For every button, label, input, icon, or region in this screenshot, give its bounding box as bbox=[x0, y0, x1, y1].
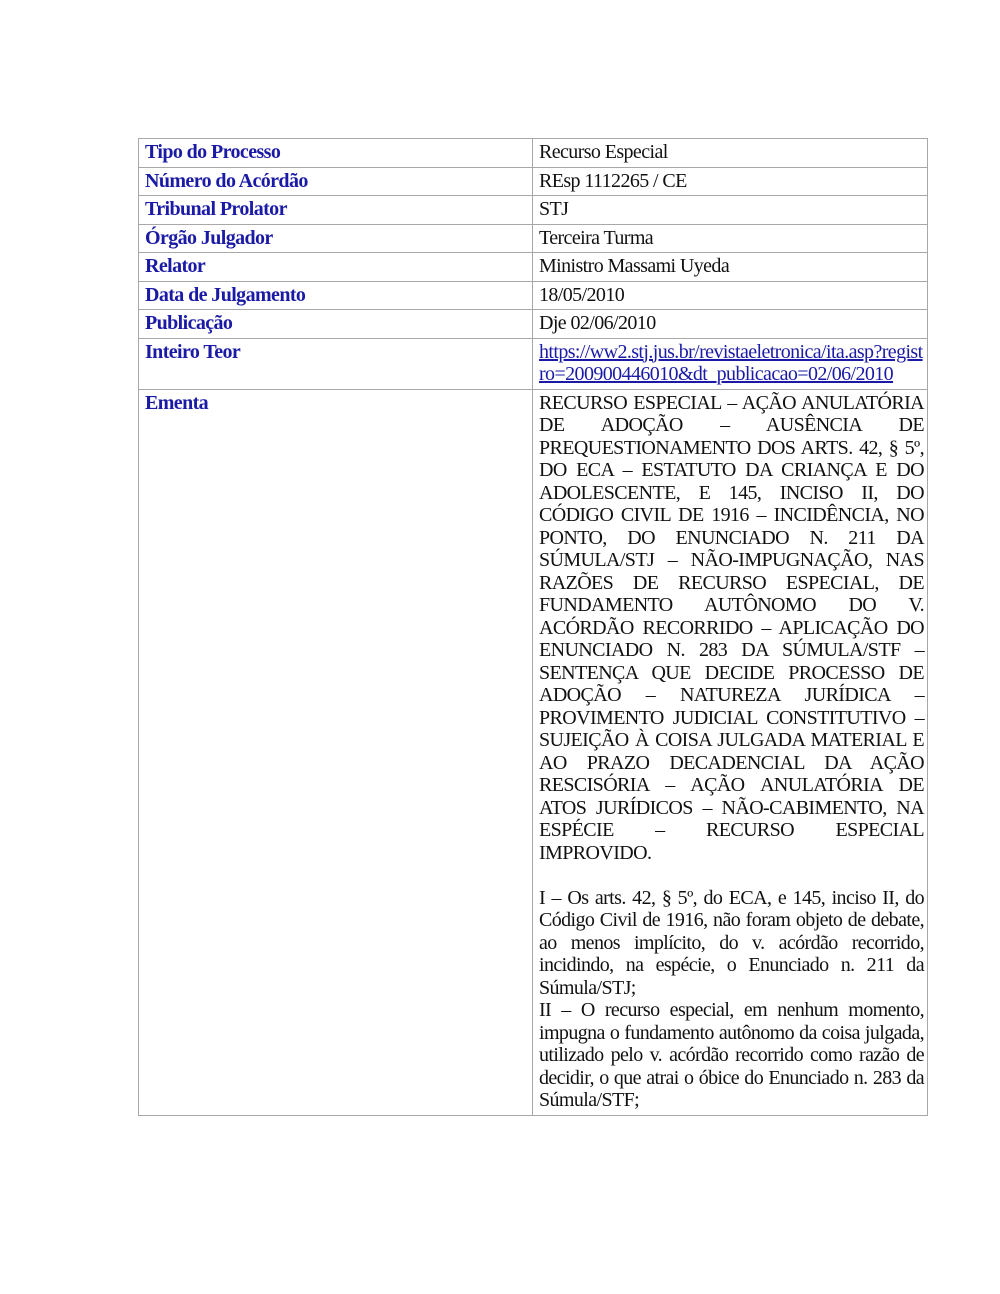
field-label: Número do Acórdão bbox=[139, 167, 533, 196]
field-label: Data de Julgamento bbox=[139, 281, 533, 310]
field-label: Tribunal Prolator bbox=[139, 196, 533, 225]
table-row bbox=[139, 167, 928, 196]
field-value: Dje 02/06/2010 bbox=[533, 310, 928, 339]
field-label: Relator bbox=[139, 253, 533, 282]
table-row bbox=[139, 310, 928, 339]
table-row bbox=[139, 338, 928, 389]
field-value: STJ bbox=[533, 196, 928, 225]
table-row bbox=[139, 196, 928, 225]
ementa-item: II – O recurso especial, em nenhum momento, impugna o fundamento autônomo da coisa julgada, utilizado pelo v. acórdão recorrido como razão de decidir, o que atrai o óbice do Enunciado n. 283 da Súmula/STF; bbox=[539, 999, 924, 1111]
field-value: Terceira Turma bbox=[533, 224, 928, 253]
table-row bbox=[139, 253, 928, 282]
table-row bbox=[139, 389, 928, 1115]
field-label: Inteiro Teor bbox=[139, 338, 533, 389]
table-row bbox=[139, 224, 928, 253]
field-value: Ministro Massami Uyeda bbox=[533, 253, 928, 282]
field-value: Recurso Especial bbox=[533, 139, 928, 168]
table-row bbox=[139, 281, 928, 310]
field-label: Tipo do Processo bbox=[139, 139, 533, 168]
field-label: Órgão Julgador bbox=[139, 224, 533, 253]
inteiro-teor-link[interactable]: https://ww2.stj.jus.br/revistaeletronica/ita.asp?registro=200900446010&dt_publicacao=02/06/2010 bbox=[539, 340, 923, 385]
field-value: REsp 1112265 / CE bbox=[533, 167, 928, 196]
ementa-headnote: RECURSO ESPECIAL – AÇÃO ANULATÓRIA DE ADOÇÃO – AUSÊNCIA DE PREQUESTIONAMENTO DOS ARTS. 42, § 5º, DO ECA – ESTATUTO DA CRIANÇA E DO ADOLESCENTE, E 145, INCISO II, DO CÓDIGO CIVIL DE 1916 – INCIDÊNCIA, NO PONTO, DO ENUNCIADO N. 211 DA SÚMULA/STJ – NÃO-IMPUGNAÇÃO, NAS RAZÕES DE RECURSO ESPECIAL, DE FUNDAMENTO AUTÔNOMO DO V. ACÓRDÃO RECORRIDO – APLICAÇÃO DO ENUNCIADO N. 283 DA SÚMULA/STF – SENTENÇA QUE DECIDE PROCESSO DE ADOÇÃO – NATUREZA JURÍDICA – PROVIMENTO JUDICIAL CONSTITUTIVO – SUJEIÇÃO À COISA JULGADA MATERIAL E AO PRAZO DECADENCIAL DA AÇÃO RESCISÓRIA – AÇÃO ANULATÓRIA DE ATOS JURÍDICOS – NÃO-CABIMENTO, NA ESPÉCIE – RECURSO ESPECIAL IMPROVIDO. bbox=[539, 391, 924, 864]
table-row bbox=[139, 139, 928, 168]
field-value bbox=[533, 338, 928, 389]
ementa-item: I – Os arts. 42, § 5º, do ECA, e 145, inciso II, do Código Civil de 1916, não foram objeto de debate, ao menos implícito, do v. acórdão recorrido, incidindo, na espécie, o Enunciado n. 211 da Súmula/STJ; bbox=[539, 886, 924, 999]
field-value: 18/05/2010 bbox=[533, 281, 928, 310]
case-info-table bbox=[138, 138, 928, 1116]
field-label: Publicação bbox=[139, 310, 533, 339]
ementa-text bbox=[533, 389, 928, 1115]
field-label: Ementa bbox=[139, 389, 533, 1115]
